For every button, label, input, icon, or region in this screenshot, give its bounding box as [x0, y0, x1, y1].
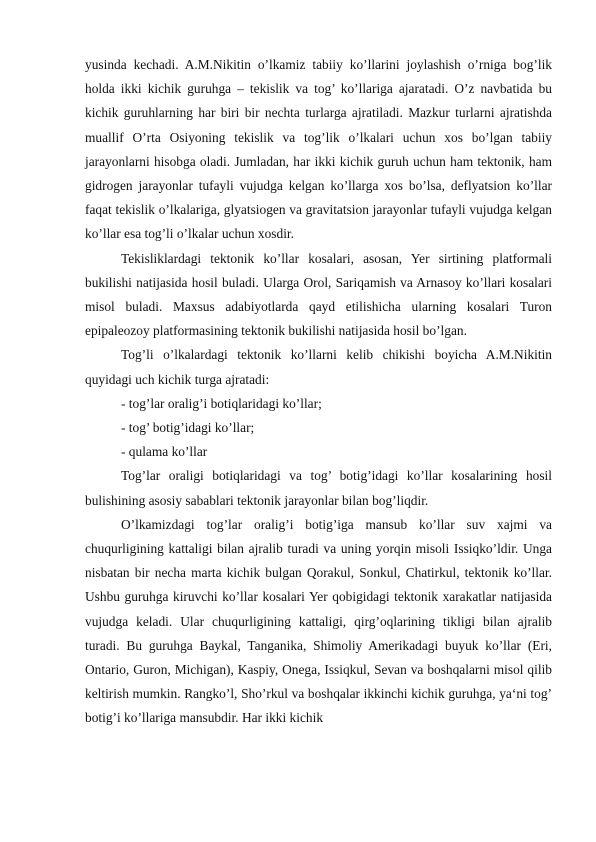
- paragraph: Tog’li o’lkalardagi tektonik ko’llarni kelib chikishi boyicha A.M.Nikitin quyidagi uch kichik turga ajratadi:: [85, 347, 552, 387]
- paragraph: Tekisliklardagi tektonik ko’llar kosalari, asosan, Yer sirtining platformali bukilishi natijasida hosil buladi. Ularga Orol, Sariqamish va Arnasoy ko’llari kosalari misol buladi. Maxsus adabiyotlarda qayd etilishicha ularning kosalari Turon epipaleozoy platformasining tektonik bukilishi natijasida hosil bo’lgan.: [85, 250, 552, 339]
- list-item: - tog’lar oralig’i botiqlaridagi ko’llar;: [121, 395, 322, 411]
- document-page: [85, 53, 552, 731]
- paragraph: yusinda kechadi. A.M.Nikitin o’lkamiz tabiiy ko’llarini joylashish o’rniga bog’lik holda ikki kichik guruhga – tekislik va tog’ ko’llariga ajaratadi. O’z navbatida bu kichik guruhlarning har biri bir nechta turlarga ajratiladi. Mazkur turlarni ajratishda muallif O’rta Osiyoning tekislik va tog’lik o’lkalari uchun xos bo’lgan tabiiy jarayonlarni hisobga oladi. Jumladan, har ikki kichik guruh uchun ham tektonik, ham gidrogen jarayonlar tufayli vujudga kelgan ko’llarga xos bo’lsa, deflyatsion ko’llar faqat tekislik o’lkalariga, glyatsiogen va gravitatsion jarayonlar tufayli vujudga kelgan ko’llar esa tog’li o’lkalar uchun xosdir.: [85, 57, 552, 242]
- list-item: - qulama ko’llar: [121, 444, 208, 460]
- paragraph: Tog’lar oraligi botiqlaridagi va tog’ botig’idagi ko’llar kosalarining hosil bulishining asosiy sabablari tektonik jarayonlar bilan bog’liqdir.: [85, 468, 552, 508]
- paragraph: O’lkamizdagi tog’lar oralig’i botig’iga mansub ko’llar suv xajmi va chuqurligining kattaligi bilan ajralib turadi va uning yorqin misoli Issiqko’ldir. Unga nisbatan bir necha marta kichik bulgan Qorakul, Sonkul, Chatirkul, tektonik ko’llar. Ushbu guruhga kiruvchi ko’llar kosalari Yer qobigidagi tektonik xarakatlar natijasida vujudga keladi. Ular chuqurligining kattaligi, qirg’oqlarining tikligi bilan ajralib turadi. Bu guruhga Baykal, Tanganika, Shimoliy Amerikadagi buyuk ko’llar (Eri, Ontario, Guron, Michigan), Kaspiy, Onega, Issiqkul, Sevan va boshqalarni misol qilib keltirish mumkin. Rangko’l, Sho’rkul va boshqalar ikkinchi kichik guruhga, ya‘ni tog’ botig’i ko’llariga mansubdir. Har ikki kichik: [85, 516, 552, 726]
- list-item: - tog’ botig’idagi ko’llar;: [121, 420, 255, 436]
